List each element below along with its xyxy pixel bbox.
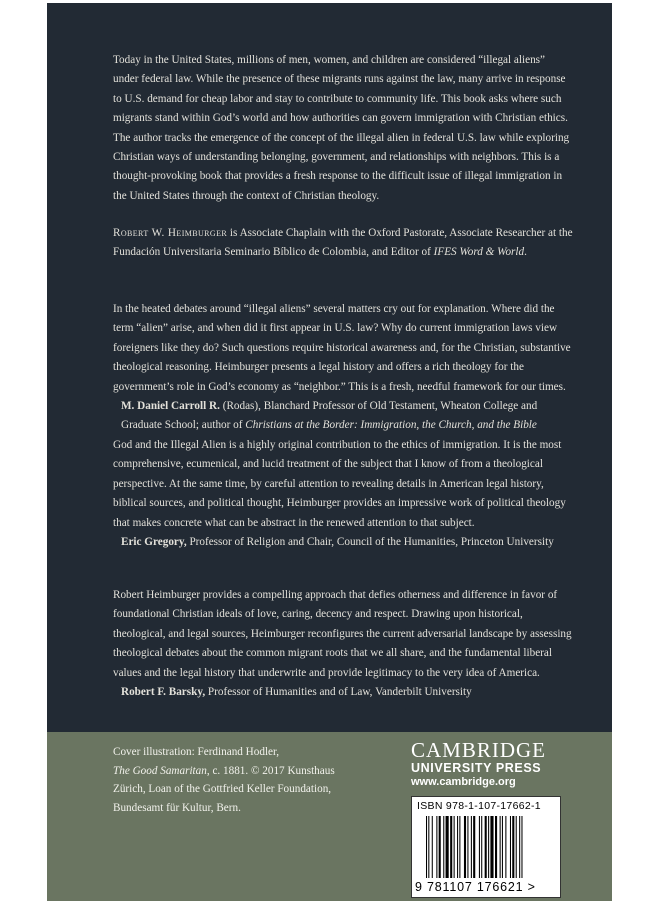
- publisher-name: CAMBRIDGE: [411, 738, 547, 762]
- barcode-bar: [432, 816, 433, 878]
- barcode-bar: [512, 816, 514, 878]
- barcode-bar: [479, 816, 480, 878]
- barcode-bar: [428, 816, 429, 878]
- barcode-bar: [510, 816, 511, 878]
- barcode-bar: [459, 816, 460, 878]
- isbn-label: ISBN 978-1-107-17662-1: [417, 800, 541, 812]
- barcode-bar: [500, 816, 501, 878]
- blurb-panel: [47, 3, 612, 732]
- endorser-name: M. Daniel Carroll R.: [121, 400, 220, 413]
- publisher-logo: [411, 739, 561, 789]
- publisher-panel: [47, 732, 612, 901]
- endorsement: [113, 436, 573, 552]
- endorsement: [113, 586, 573, 702]
- cover-illustration-credit: Cover illustration: Ferdinand Hodler, The Good Samaritan, c. 1881. © 2017 Kunsthaus Zürich, Loan of the Gottfried Keller Foundation, Bundesamt für Kultur, Bern.: [113, 746, 335, 814]
- barcode-bar: [521, 816, 522, 878]
- barcode-bar: [467, 816, 468, 878]
- barcode-bar: [426, 816, 427, 878]
- barcode-bar: [495, 816, 497, 878]
- endorsement-quote: In the heated debates around “illegal aliens” several matters cry out for explanation. Where did the term “alien” arise, and when did it first appear in U.S. law? Why do current immigration laws view foreigners like they do? Such questions require historical awareness and, for the Christian, substantive theological reasoning. Heimburger presents a legal history and offers a rich theology for the government’s role in God’s economy as “neighbor.” This is a fresh, needful framework for our times.: [113, 303, 571, 393]
- barcode-bars: [426, 816, 556, 878]
- publisher-subtitle: UNIVERSITY PRESS: [411, 761, 542, 775]
- barcode-bar: [481, 816, 482, 878]
- barcode-bar: [519, 816, 520, 878]
- barcode-bar: [488, 816, 489, 878]
- endorser-name: Robert F. Barsky,: [121, 686, 206, 699]
- barcode-bar: [464, 816, 466, 878]
- barcode-bar: [490, 816, 493, 878]
- book-summary: Today in the United States, millions of men, women, and children are considered “illegal aliens” under federal law. While the presence of these migrants runs against the law, many arrive in response to U.S. demand for cheap labor and stay to contribute to community life. This book asks where such migrants stand within God’s world and how authorities can govern immigration with Christian ethics. The author tracks the emergence of the concept of the illegal alien in federal U.S. law while exploring Christian ways of understanding belonging, government, and relationships with neighbors. This is a thought-provoking book that provides a fresh response to the difficult issue of illegal immigration in the United States through the context of Christian theology.: [113, 54, 570, 202]
- barcode-bar: [471, 816, 472, 878]
- barcode-bar: [485, 816, 487, 878]
- barcode-bar: [457, 816, 458, 878]
- publisher-url: www.cambridge.org: [411, 776, 516, 788]
- barcode-bar: [454, 816, 455, 878]
- barcode-bar: [450, 816, 452, 878]
- isbn-barcode: [411, 796, 561, 898]
- endorsement: [113, 300, 573, 436]
- artwork-title: The Good Samaritan: [113, 764, 207, 777]
- barcode-bar: [439, 816, 441, 878]
- endorsement-attribution: M. Daniel Carroll R. (Rodas), Blanchard Professor of Old Testament, Wheaton College and Graduate School; author of Christians at the Border: Immigration, the Church, and the Bible: [121, 400, 538, 432]
- barcode-bar: [473, 816, 475, 878]
- author-bio: Robert W. Heimburger is Associate Chaplain with the Oxford Pastorate, Associate Researcher at the Fundación Universitaria Seminario Bíblico de Colombia, and Editor of IFES Word & World.: [113, 227, 573, 259]
- barcode-bar: [505, 816, 506, 878]
- endorsement-attribution: Robert F. Barsky, Professor of Humanities and of Law, Vanderbilt University: [121, 686, 472, 699]
- endorsement-quote: God and the Illegal Alien is a highly original contribution to the ethics of immigration. It is the most comprehensive, ecumenical, and lucid treatment of the subject that I know of from a theological perspective. At the same time, by careful attention to revealing details in American legal history, biblical sources, and political thought, Heimburger provides an impressive work of political theology that makes concrete what can be abstract in the renewed attention to that subject.: [113, 439, 566, 529]
- barcode-bar: [436, 816, 437, 878]
- book-back-cover: [47, 3, 612, 901]
- barcode-bar: [502, 816, 503, 878]
- barcode-bar: [443, 816, 444, 878]
- barcode-bar: [446, 816, 449, 878]
- barcode-bar: [516, 816, 517, 878]
- author-name: Robert W. Heimburger: [113, 227, 228, 239]
- endorser-name: Eric Gregory,: [121, 536, 187, 549]
- barcode-digits: 9 781107 176621 >: [415, 880, 536, 894]
- endorsement-quote: Robert Heimburger provides a compelling approach that defies otherness and difference in favor of foundational Christian ideals of love, caring, decency and respect. Drawing upon historical, theological, and legal sources, Heimburger reconfigures the current adversarial landscape by assessing theological debates about the common migrant roots that we all share, and the fundamental liberal values and the legal history that underwrite and provide legitimacy to the very idea of America.: [113, 589, 572, 679]
- endorsement-attribution: Eric Gregory, Professor of Religion and Chair, Council of the Humanities, Princeton University: [121, 536, 554, 549]
